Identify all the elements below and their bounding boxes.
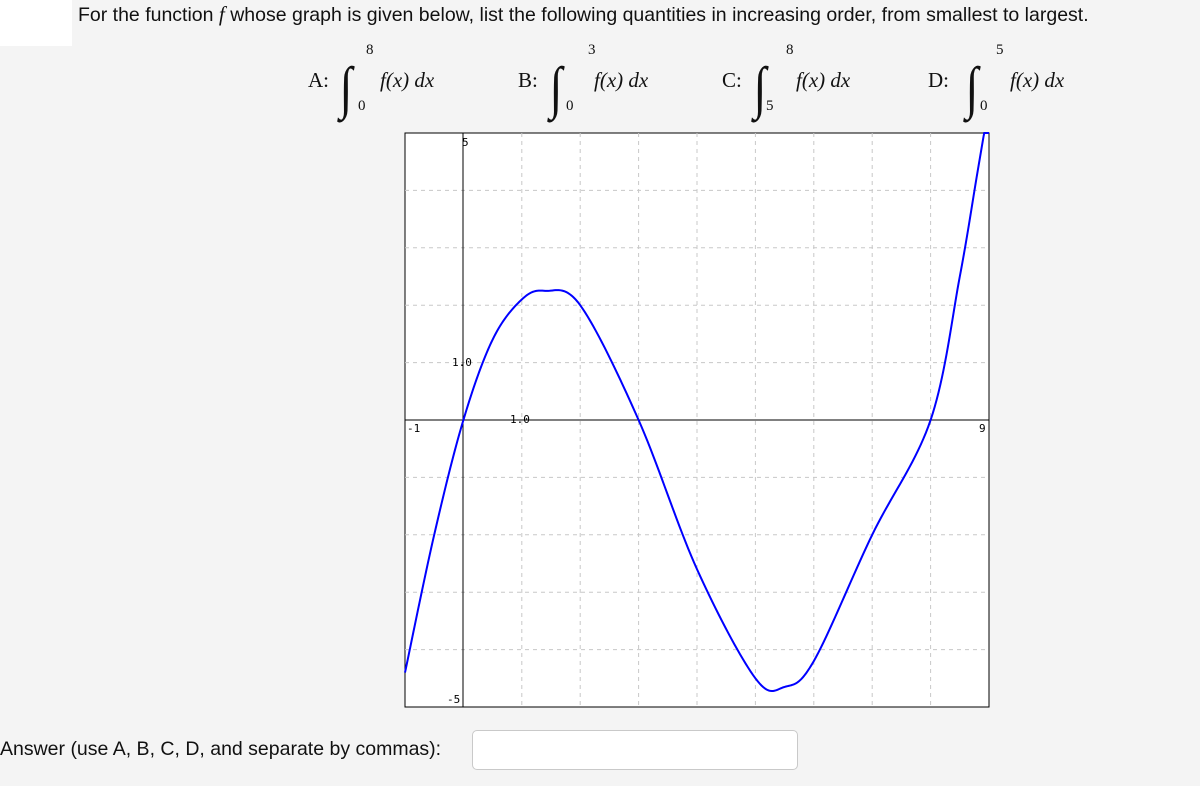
answer-input[interactable] (472, 730, 798, 770)
integral-a-upper: 8 (366, 42, 374, 58)
y-unit-label: 1.0 (452, 356, 472, 369)
integral-c-lower: 5 (766, 98, 774, 114)
integral-d-letter: D: (928, 68, 949, 92)
integral-c-upper: 8 (786, 42, 794, 58)
x-unit-label: 1.0 (510, 413, 530, 426)
prompt-end: whose graph is given below, list the following quantities in increasing order, from smallest to largest. (230, 4, 1089, 26)
integral-b-letter: B: (518, 68, 538, 92)
integral-d-upper: 5 (996, 42, 1004, 58)
integral-a-letter: A: (308, 68, 329, 92)
integral-a-sign: ∫ (339, 55, 353, 120)
integral-d-sign: ∫ (965, 55, 979, 120)
answer-label: Answer (use A, B, C, D, and separate by commas): (0, 738, 442, 760)
integral-d-lower: 0 (980, 98, 988, 114)
y-max-label: 5 (462, 136, 469, 149)
integral-c-integrand: f(x) dx (796, 68, 851, 92)
integral-b-lower: 0 (566, 98, 574, 114)
integral-c-sign: ∫ (753, 55, 767, 120)
integral-b-sign: ∫ (549, 55, 563, 120)
prompt-start: For the function (78, 4, 214, 26)
integral-b-upper: 3 (588, 42, 596, 58)
integral-d-integrand: f(x) dx (1010, 68, 1065, 92)
x-max-label: 9 (979, 422, 986, 435)
y-min-label: -5 (447, 693, 461, 706)
function-symbol: f (218, 2, 225, 26)
integral-a-lower: 0 (358, 98, 366, 114)
integral-c-letter: C: (722, 68, 742, 92)
x-min-label: -1 (407, 422, 421, 435)
integral-b-integrand: f(x) dx (594, 68, 649, 92)
integral-a-integrand: f(x) dx (380, 68, 435, 92)
